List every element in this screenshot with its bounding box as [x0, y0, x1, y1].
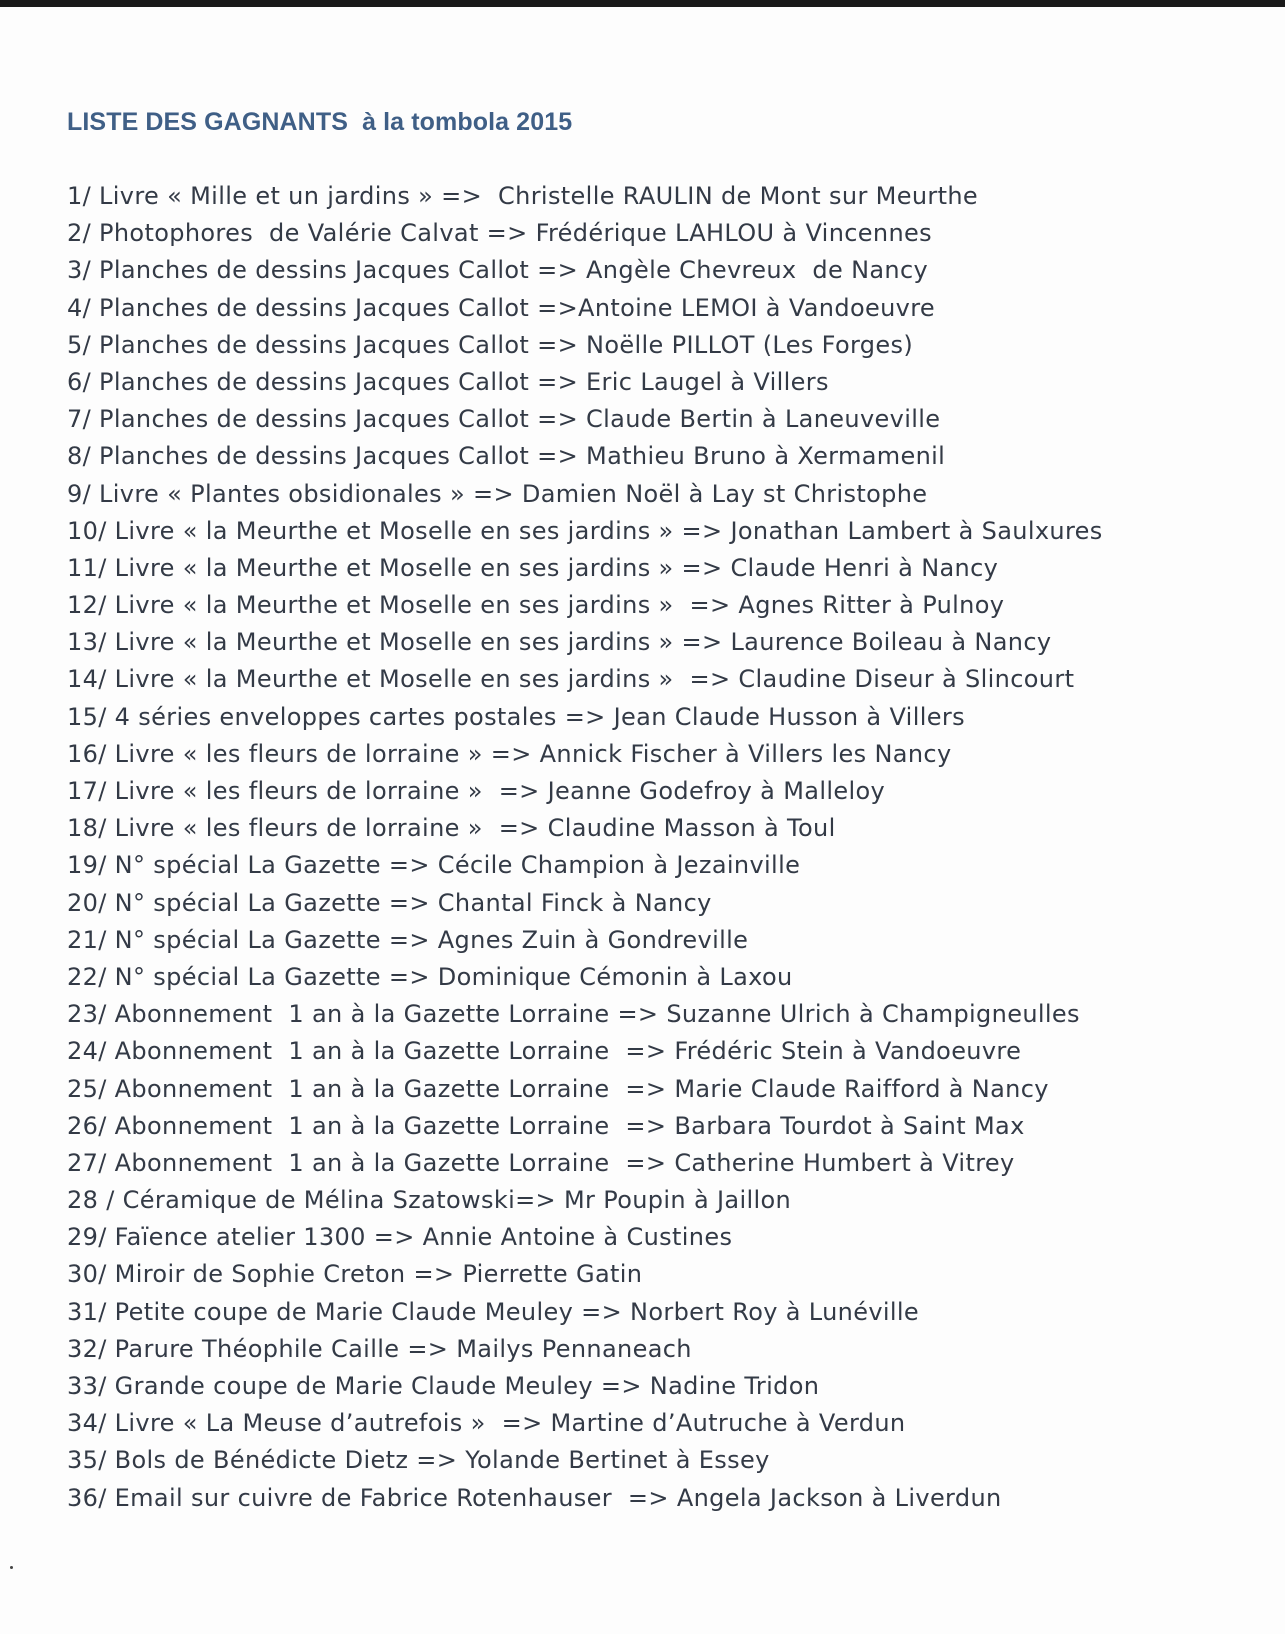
winner-item: 4/ Planches de dessins Jacques Callot =>Antoine LEMOI à Vandoeuvre [67, 293, 936, 322]
winner-item: 21/ N° spécial La Gazette => Agnes Zuin à Gondreville [67, 925, 749, 954]
winner-item: 13/ Livre « la Meurthe et Moselle en ses jardins » => Laurence Boileau à Nancy [67, 628, 1052, 657]
scan-top-edge [0, 0, 1285, 7]
winner-item: 23/ Abonnement 1 an à la Gazette Lorraine => Suzanne Ulrich à Champigneulles [67, 1000, 1080, 1029]
page-title: LISTE DES GAGNANTS à la tombola 2015 [67, 108, 573, 136]
winner-item: 5/ Planches de dessins Jacques Callot => Noëlle PILLOT (Les Forges) [67, 330, 914, 359]
winner-item: 33/ Grande coupe de Marie Claude Meuley => Nadine Tridon [67, 1372, 820, 1400]
winner-item: 17/ Livre « les fleurs de lorraine » => Jeanne Godefroy à Malleloy [67, 777, 886, 805]
winner-item: 22/ N° spécial La Gazette => Dominique Cémonin à Laxou [67, 962, 793, 991]
winner-item: 6/ Planches de dessins Jacques Callot => Eric Laugel à Villers [67, 367, 829, 396]
winner-item: 25/ Abonnement 1 an à la Gazette Lorraine => Marie Claude Raifford à Nancy [67, 1074, 1049, 1103]
winner-item: 14/ Livre « la Meurthe et Moselle en ses jardins » => Claudine Diseur à Slincourt [67, 665, 1075, 694]
winner-item: 26/ Abonnement 1 an à la Gazette Lorraine => Barbara Tourdot à Saint Max [67, 1111, 1025, 1140]
winner-item: 34/ Livre « La Meuse d’autrefois » => Martine d’Autruche à Verdun [67, 1409, 906, 1438]
winner-item: 15/ 4 séries enveloppes cartes postales => Jean Claude Husson à Villers [67, 702, 965, 731]
winner-item: 30/ Miroir de Sophie Creton => Pierrette Gatin [67, 1260, 643, 1289]
winner-item: 29/ Faïence atelier 1300 => Annie Antoine à Custines [67, 1223, 733, 1252]
winner-item: 35/ Bols de Bénédicte Dietz => Yolande Bertinet à Essey [67, 1446, 770, 1475]
winner-item: 8/ Planches de dessins Jacques Callot => Mathieu Bruno à Xermamenil [67, 442, 946, 471]
winner-item: 3/ Planches de dessins Jacques Callot => Angèle Chevreux de Nancy [67, 256, 929, 285]
scan-speck [10, 1566, 13, 1569]
winner-item: 24/ Abonnement 1 an à la Gazette Lorraine => Frédéric Stein à Vandoeuvre [67, 1037, 1022, 1066]
winner-item: 32/ Parure Théophile Caille => Mailys Pennaneach [67, 1334, 692, 1363]
winner-item: 12/ Livre « la Meurthe et Moselle en ses jardins » => Agnes Ritter à Pulnoy [67, 591, 1005, 620]
winner-item: 19/ N° spécial La Gazette => Cécile Champion à Jezainville [67, 851, 801, 880]
winner-item: 16/ Livre « les fleurs de lorraine » => Annick Fischer à Villers les Nancy [67, 739, 952, 768]
winner-item: 10/ Livre « la Meurthe et Moselle en ses jardins » => Jonathan Lambert à Saulxures [67, 516, 1103, 545]
winner-item: 36/ Email sur cuivre de Fabrice Rotenhauser => Angela Jackson à Liverdun [67, 1483, 1002, 1512]
winner-item: 27/ Abonnement 1 an à la Gazette Lorraine => Catherine Humbert à Vitrey [67, 1148, 1015, 1177]
winner-item: 2/ Photophores de Valérie Calvat => Frédérique LAHLOU à Vincennes [67, 219, 933, 248]
winner-item: 1/ Livre « Mille et un jardins » => Christelle RAULIN de Mont sur Meurthe [67, 182, 979, 210]
winner-item: 9/ Livre « Plantes obsidionales » => Damien Noël à Lay st Christophe [67, 479, 928, 508]
winner-item: 31/ Petite coupe de Marie Claude Meuley => Norbert Roy à Lunéville [67, 1297, 920, 1326]
winner-item: 7/ Planches de dessins Jacques Callot => Claude Bertin à Laneuveville [67, 405, 941, 434]
winner-item: 11/ Livre « la Meurthe et Moselle en ses jardins » => Claude Henri à Nancy [67, 553, 999, 582]
winner-item: 18/ Livre « les fleurs de lorraine » => Claudine Masson à Toul [67, 814, 836, 843]
winner-item: 28 / Céramique de Mélina Szatowski=> Mr Poupin à Jaillon [67, 1186, 792, 1215]
winners-list [67, 178, 1103, 1517]
winner-item: 20/ N° spécial La Gazette => Chantal Finck à Nancy [67, 888, 712, 917]
